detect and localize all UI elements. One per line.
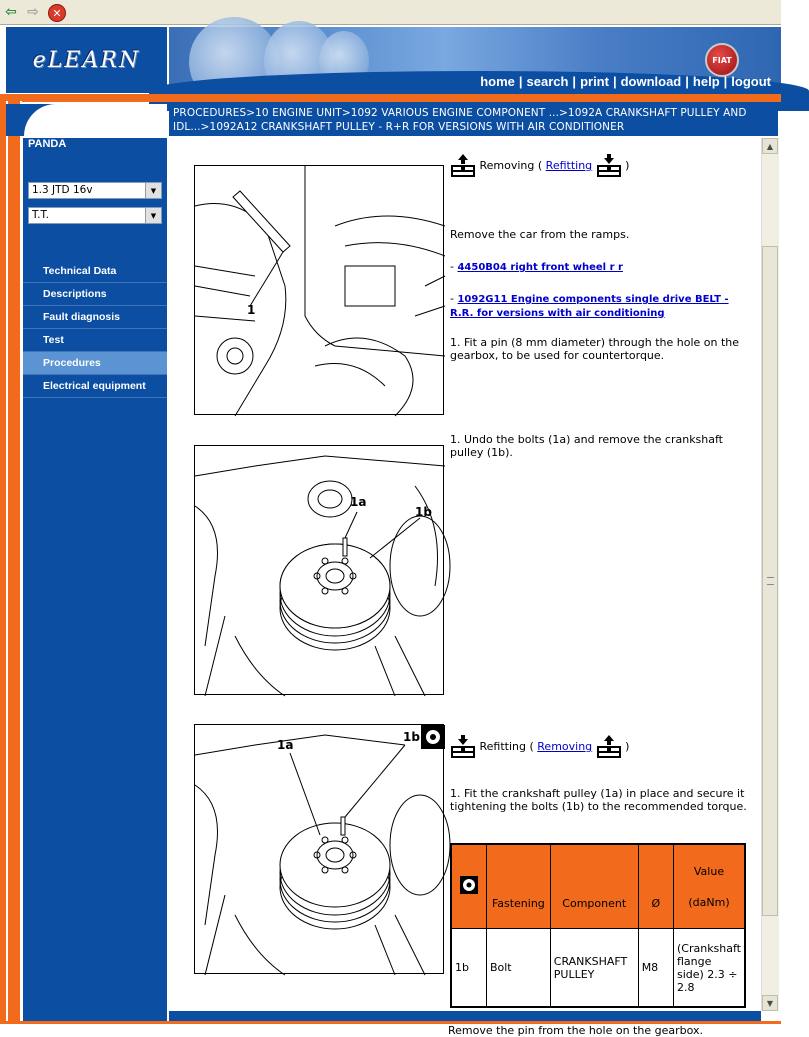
header-value-unit: (daNm) <box>688 895 730 909</box>
step-fit-pulley: 1. Fit the crankshaft pulley (1a) in place and secure it tightening the bolts (1b) to the recommended torque. <box>450 787 747 813</box>
engine-select-value: 1.3 JTD 16v <box>32 184 93 196</box>
nav-print[interactable]: print <box>580 74 609 89</box>
sidebar-item-electrical-equipment[interactable]: Electrical equipment <box>23 375 167 398</box>
sidebar-menu <box>23 260 167 398</box>
figure-label-1b: 1b <box>415 505 432 519</box>
chevron-down-icon[interactable]: ▼ <box>145 208 161 223</box>
cell-component: CRANKSHAFT PULLEY <box>550 929 638 1007</box>
figure-undo-bolts <box>194 445 444 695</box>
content-scrollbar[interactable] <box>761 138 779 1011</box>
breadcrumb: PROCEDURES>10 ENGINE UNIT>1092 VARIOUS ENGINE COMPONENT ...>1092A CRANKSHAFT PULLEY AND IDL...>1092A12 CRANKSHAFT PULLEY - R+R FOR VERSIONS WITH AIR CONDITIONER <box>169 104 778 136</box>
sidebar <box>23 138 167 1018</box>
top-nav: home | search | print | download | help | logout <box>480 74 771 89</box>
chevron-down-icon[interactable]: ▼ <box>145 183 161 198</box>
header-value <box>673 845 744 929</box>
nav-search[interactable]: search <box>526 74 569 89</box>
header-component: Component <box>550 845 638 929</box>
engine-illustration-3 <box>195 725 445 975</box>
torque-table <box>450 843 746 1008</box>
variant-select[interactable] <box>28 207 162 224</box>
header-fastening: Fastening <box>486 845 550 929</box>
scroll-grip-icon <box>767 577 774 585</box>
link-prefix: - <box>450 260 458 273</box>
breadcrumb-corner <box>6 104 167 136</box>
sidebar-footer <box>23 1006 167 1021</box>
forward-arrow-icon[interactable]: ⇨ <box>27 4 39 20</box>
refitting-link[interactable]: Refitting <box>545 159 593 172</box>
cell-fastening: Bolt <box>486 929 550 1007</box>
browser-toolbar <box>0 0 781 25</box>
removing-link[interactable]: Removing <box>537 740 593 753</box>
sidebar-item-test[interactable]: Test <box>23 329 167 352</box>
mode-label: Refitting ( <box>479 740 534 753</box>
footer-text: Remove the pin from the hole on the gearbox. <box>448 1024 703 1037</box>
link-row-2 <box>450 292 740 320</box>
engine-select[interactable] <box>28 182 162 199</box>
strip-inner <box>8 101 20 1024</box>
header-value-label: Value <box>693 864 725 878</box>
scroll-up-icon[interactable]: ▲ <box>762 138 778 154</box>
figure-pin-gearbox <box>194 165 444 415</box>
mode-close: ) <box>625 740 630 753</box>
link-row-1 <box>450 260 750 274</box>
content-pane <box>169 138 761 1037</box>
sidebar-item-technical-data[interactable]: Technical Data <box>23 260 167 283</box>
figure-label-1a: 1a <box>350 495 367 509</box>
back-arrow-icon[interactable]: ⇦ <box>5 4 17 20</box>
scroll-thumb[interactable] <box>762 246 778 916</box>
figure-label-1a: 1a <box>277 738 294 752</box>
nav-download[interactable]: download <box>620 74 682 89</box>
nav-logout[interactable]: logout <box>731 74 771 89</box>
stop-icon[interactable]: ✕ <box>48 4 66 22</box>
header-diameter: Ø <box>638 845 673 929</box>
sidebar-item-procedures[interactable]: Procedures <box>23 352 167 375</box>
refitting-tool-icon <box>596 154 622 178</box>
refitting-tool-icon <box>450 735 476 759</box>
cell-fastening-id: 1b <box>452 929 487 1007</box>
figure-refit-pulley <box>194 724 444 974</box>
nav-help[interactable]: help <box>692 74 720 89</box>
figure-label-1b: 1b <box>403 730 420 744</box>
page-frame <box>0 25 781 1037</box>
mode-header-refitting <box>450 735 629 759</box>
footer-divider <box>0 1021 781 1024</box>
sidebar-item-descriptions[interactable]: Descriptions <box>23 283 167 306</box>
removing-tool-icon <box>596 735 622 759</box>
engine-illustration-1 <box>195 166 445 416</box>
removing-tool-icon <box>450 154 476 178</box>
step-undo-bolts: 1. Undo the bolts (1a) and remove the crankshaft pulley (1b). <box>450 433 723 459</box>
model-title: PANDA <box>28 138 67 150</box>
cell-diameter: M8 <box>638 929 673 1007</box>
mode-close: ) <box>625 159 630 172</box>
breadcrumb-corner-inner <box>24 104 167 136</box>
content-footer <box>169 1011 761 1021</box>
left-strip <box>0 101 22 1024</box>
header-divider <box>0 94 781 102</box>
figure-label-1: 1 <box>247 303 256 317</box>
torque-header-icon <box>452 845 487 929</box>
sidebar-item-fault-diagnosis[interactable]: Fault diagnosis <box>23 306 167 329</box>
step-fit-pin: 1. Fit a pin (8 mm diameter) through the hole on the gearbox, to be used for countertorque. <box>450 336 740 362</box>
fiat-logo: FIAT <box>705 43 739 77</box>
cell-value: (Crankshaft flange side) 2.3 ÷ 2.8 <box>673 929 744 1007</box>
variant-select-value: T.T. <box>32 209 50 221</box>
scroll-down-icon[interactable]: ▼ <box>762 995 778 1011</box>
intro-text: Remove the car from the ramps. <box>450 228 630 241</box>
link-wheel[interactable]: 4450B04 right front wheel r r <box>457 262 623 273</box>
mode-header-removing <box>450 154 629 178</box>
elearn-logo[interactable] <box>6 27 167 93</box>
link-belt[interactable]: 1092G11 Engine components single drive BELT - R.R. for versions with air conditioning <box>450 294 729 319</box>
nav-home[interactable]: home <box>480 74 515 89</box>
engine-illustration-2 <box>195 446 445 696</box>
mode-label: Removing ( <box>479 159 543 172</box>
link-prefix: - <box>450 292 458 305</box>
torque-icon <box>460 876 478 894</box>
logo-text: eLEARN <box>32 47 141 73</box>
